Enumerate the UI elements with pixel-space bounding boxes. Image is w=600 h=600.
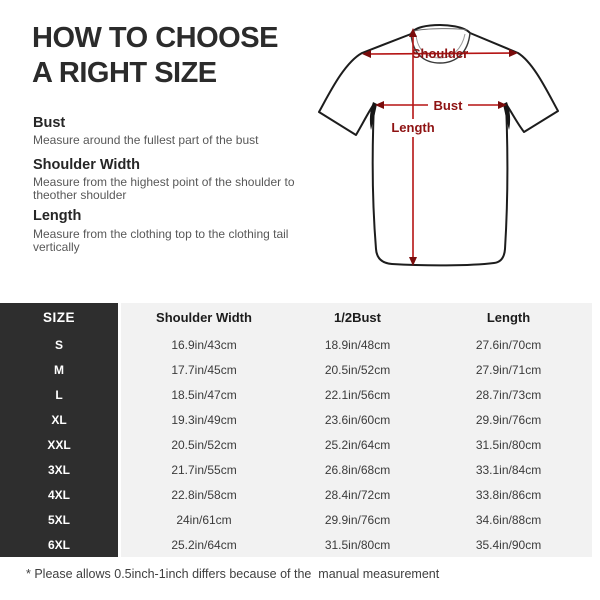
length-description: Measure from the clothing top to the clothing tail vertically <box>33 227 289 254</box>
row-5xl-bust: 29.9in/76cm <box>324 512 391 527</box>
size-chart-table <box>0 303 592 557</box>
row-4xl-bust: 28.4in/72cm <box>324 487 391 502</box>
row-s-shoulder: 16.9in/43cm <box>171 337 237 352</box>
header-bust: 1/2Bust <box>334 310 381 325</box>
measurement-disclaimer: * Please allows 0.5inch-1inch differs because of the manual measurement <box>26 567 440 581</box>
length-heading: Length <box>33 208 82 224</box>
length-arrow-label: Length <box>391 120 435 135</box>
row-6xl-length: 35.4in/90cm <box>475 537 542 552</box>
header-size: SIZE <box>42 310 75 325</box>
page-title <box>32 21 278 91</box>
row-l-size: L <box>55 387 63 402</box>
row-6xl-shoulder: 25.2in/64cm <box>171 537 237 552</box>
row-xxl-bust: 25.2in/64cm <box>324 437 391 452</box>
bust-description: Measure around the fullest part of the bust <box>33 133 259 147</box>
tshirt-measurement-diagram <box>300 0 600 290</box>
row-xl-bust: 23.6in/60cm <box>324 412 391 427</box>
row-3xl-bust: 26.8in/68cm <box>324 462 391 477</box>
row-s-size: S <box>54 337 63 352</box>
row-m-shoulder: 17.7in/45cm <box>171 362 237 377</box>
tshirt-outline <box>319 25 558 265</box>
row-m-bust: 20.5in/52cm <box>324 362 391 377</box>
row-xxl-size: XXL <box>47 437 71 452</box>
row-5xl-shoulder: 24in/61cm <box>176 512 232 527</box>
row-l-length: 28.7in/73cm <box>475 387 542 402</box>
row-xxl-length: 31.5in/80cm <box>475 437 542 452</box>
page-title-line1: HOW TO CHOOSE <box>32 22 278 54</box>
bust-arrow-label: Bust <box>433 98 463 113</box>
row-m-size: M <box>54 362 64 377</box>
bust-heading: Bust <box>33 115 66 131</box>
row-s-length: 27.6in/70cm <box>475 337 542 352</box>
row-xl-length: 29.9in/76cm <box>475 412 542 427</box>
row-5xl-length: 34.6in/88cm <box>475 512 542 527</box>
row-6xl-bust: 31.5in/80cm <box>324 537 391 552</box>
page-title-line2: A RIGHT SIZE <box>32 57 217 89</box>
row-xl-shoulder: 19.3in/49cm <box>171 412 237 427</box>
shoulder-width-description: Measure from the highest point of the shoulder to theother shoulder <box>33 175 295 202</box>
row-3xl-length: 33.1in/84cm <box>475 462 542 477</box>
row-xxl-shoulder: 20.5in/52cm <box>171 437 237 452</box>
row-l-shoulder: 18.5in/47cm <box>171 387 237 402</box>
shoulder-width-heading: Shoulder Width <box>33 157 140 173</box>
row-4xl-length: 33.8in/86cm <box>475 487 542 502</box>
row-3xl-size: 3XL <box>47 462 70 477</box>
row-l-bust: 22.1in/56cm <box>324 387 391 402</box>
row-4xl-size: 4XL <box>47 487 70 502</box>
shoulder-arrow-label: Shoulder <box>411 46 469 61</box>
row-3xl-shoulder: 21.7in/55cm <box>171 462 237 477</box>
row-s-bust: 18.9in/48cm <box>324 337 391 352</box>
row-5xl-size: 5XL <box>47 512 70 527</box>
header-shoulder: Shoulder Width <box>156 310 252 325</box>
header-length: Length <box>486 310 531 325</box>
size-chart-grid <box>0 303 592 557</box>
row-m-length: 27.9in/71cm <box>475 362 542 377</box>
row-4xl-shoulder: 22.8in/58cm <box>171 487 237 502</box>
row-xl-size: XL <box>51 412 67 427</box>
row-6xl-size: 6XL <box>47 537 70 552</box>
